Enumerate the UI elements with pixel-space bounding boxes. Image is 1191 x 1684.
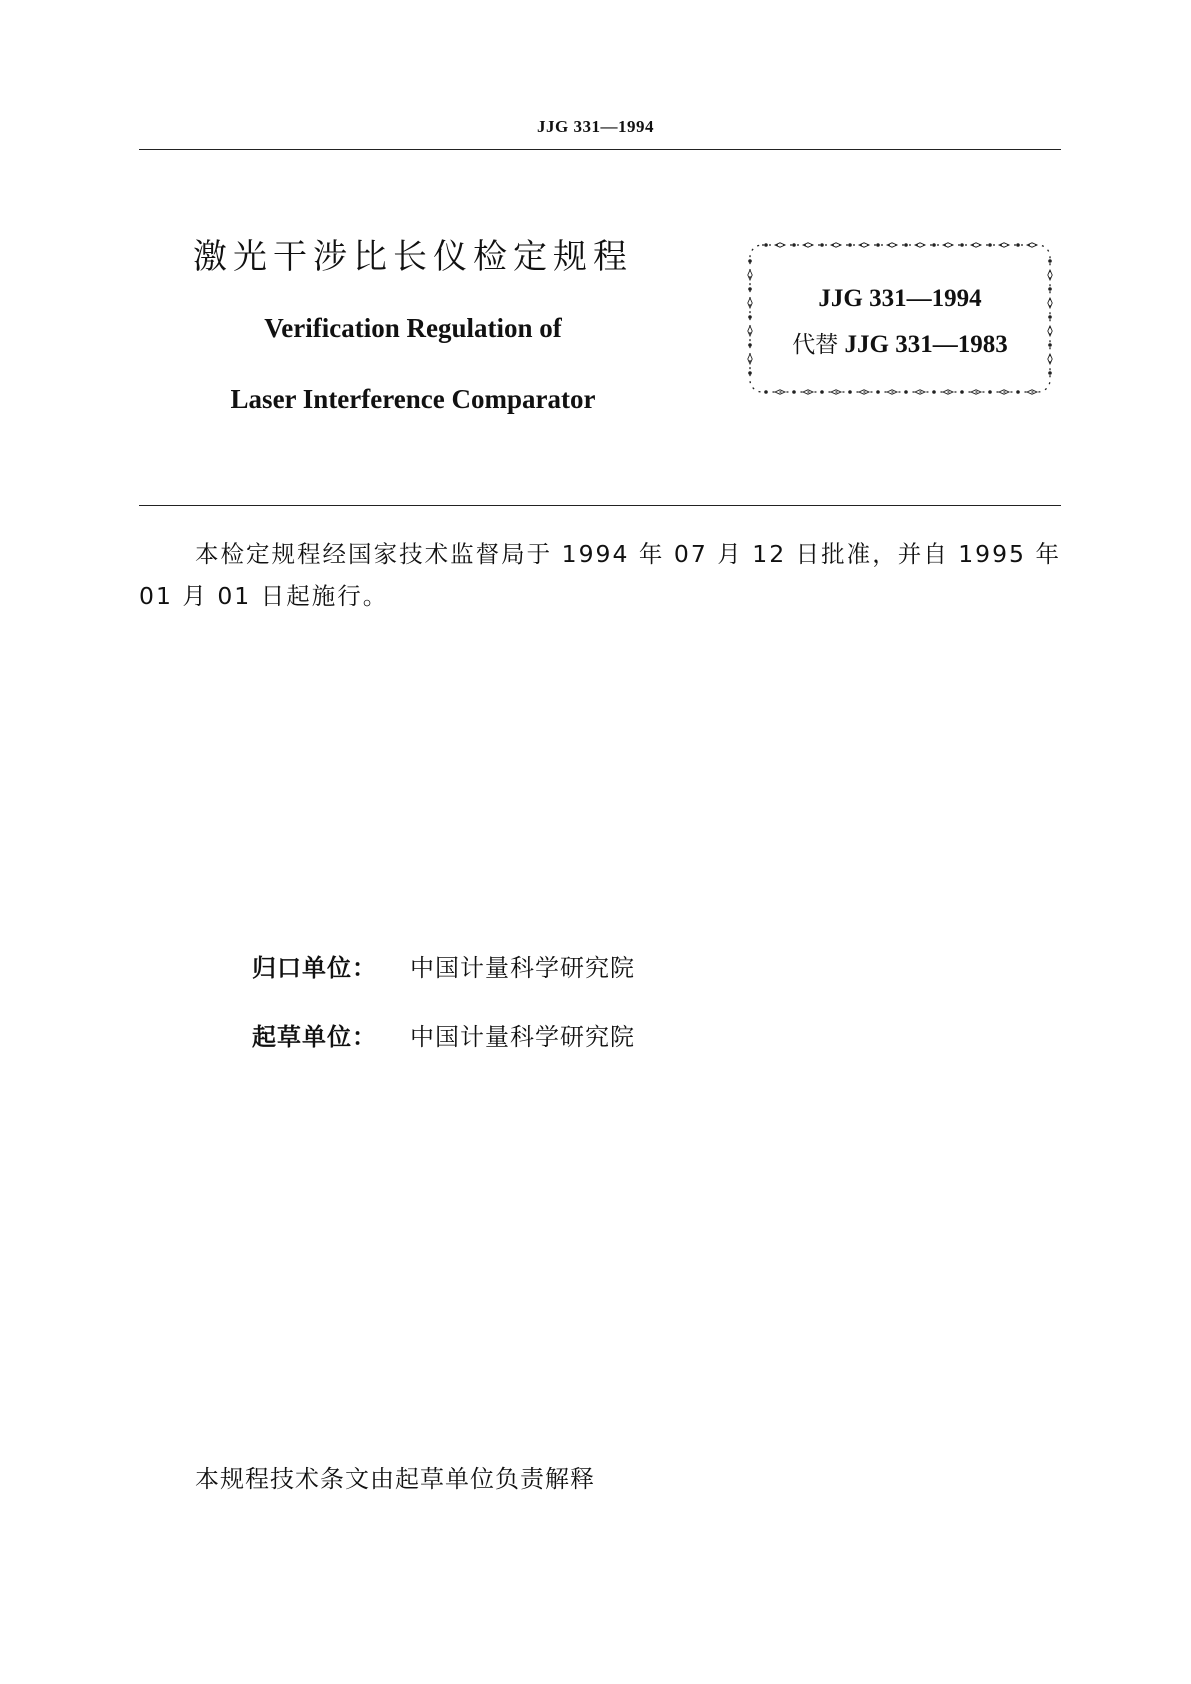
header-rule xyxy=(139,149,1061,150)
responsible-unit-label: 归口单位： xyxy=(252,954,377,982)
title-english-line2: Laser Interference Comparator xyxy=(230,384,596,414)
title-chinese: 激光干涉比长仪检定规程 xyxy=(193,237,633,277)
approval-statement: 本检定规程经国家技术监督局于 1994 年 07 月 12 日批准，并自 1995 年 01 月 01 日起施行。 xyxy=(139,540,1061,610)
interpretation-note: 本规程技术条文由起草单位负责解释 xyxy=(195,1465,595,1493)
code-box-code: JJG 331—1994 xyxy=(818,285,982,312)
responsible-unit-row xyxy=(252,948,635,983)
title-english-line1: Verification Regulation of xyxy=(264,313,562,343)
drafting-unit-label: 起草单位： xyxy=(252,1023,377,1051)
running-header-code: JJG 331—1994 xyxy=(537,117,654,136)
code-box xyxy=(746,241,1054,396)
drafting-unit-value: 中国计量科学研究院 xyxy=(410,1023,635,1051)
code-box-replaces xyxy=(746,326,1054,359)
decorative-border xyxy=(746,241,1054,396)
replaces-code: JJG 331—1983 xyxy=(844,331,1008,358)
drafting-unit-row xyxy=(252,1017,635,1052)
title-rule xyxy=(139,505,1061,506)
replaces-prefix: 代替 xyxy=(792,332,839,358)
responsible-unit-value: 中国计量科学研究院 xyxy=(410,954,635,982)
